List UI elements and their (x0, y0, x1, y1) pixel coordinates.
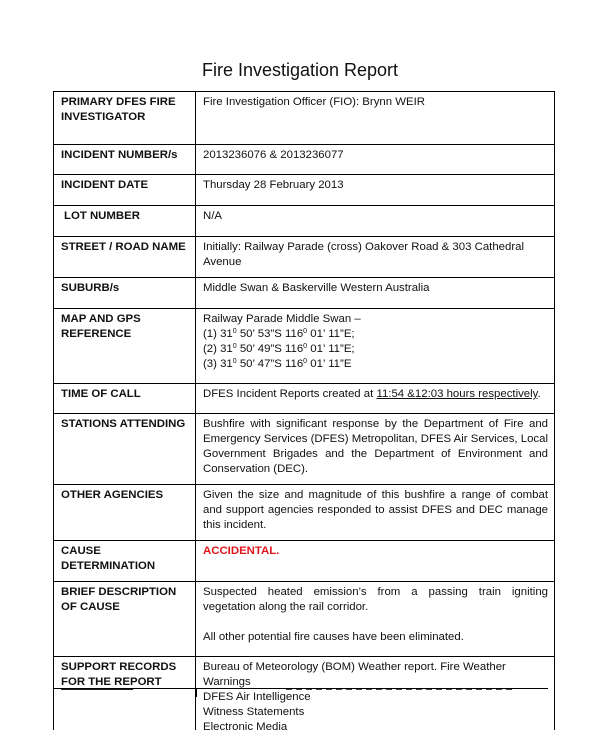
table-row-lot-number (54, 206, 555, 237)
row-value: Fire Investigation Officer (FIO): Brynn WEIR (196, 92, 555, 145)
row-label: SUPPORT RECORDS FOR THE REPORT (54, 657, 196, 730)
description-para-2: All other potential fire causes have been eliminated. (203, 631, 464, 643)
gps-coordinate: (1) $31^0$ 50’ 53”S $116^0$ 01’ 11”E; (203, 328, 355, 340)
support-record-item: Bureau of Meteorology (BOM) Weather report. Fire Weather Warnings (203, 661, 506, 688)
row-value: Thursday 28 February 2013 (196, 175, 555, 206)
row-label (54, 206, 196, 237)
row-label: PRIMARY DFES FIRE INVESTIGATOR (54, 92, 196, 145)
cut-off-value (286, 688, 516, 690)
table-row-street-road (54, 237, 555, 278)
row-value (196, 541, 555, 582)
table-row-other-agencies (54, 485, 555, 541)
row-label: SUBURB/s (54, 278, 196, 309)
row-value: Given the size and magnitude of this bushfire a range of combat and support agencies responded to assist DFES and DEC manage this incident. (196, 485, 555, 541)
row-value: N/A (196, 206, 555, 237)
gps-coordinate: (2) $31^0$ 50’ 49”S $116^0$ 01’ 11”E; (203, 343, 355, 355)
row-label: TIME OF CALL (54, 384, 196, 414)
cut-off-divider (195, 689, 197, 697)
table-row-primary-investigator (54, 92, 555, 145)
cut-off-row (53, 688, 548, 697)
row-label: MAP AND GPS REFERENCE (54, 309, 196, 384)
report-table (53, 91, 555, 730)
table-row-stations-attending (54, 414, 555, 485)
row-value: Bushfire with significant response by the Department of Fire and Emergency Services (DFES) Metropolitan, DFES Air Services, Local Government Brigades and the Department of Environment and Conservation (DEC). (196, 414, 555, 485)
description-para-1: Suspected heated emission’s from a passing train igniting vegetation along the rail corridor. (203, 586, 548, 613)
row-label: STREET / ROAD NAME (54, 237, 196, 278)
gps-intro: Railway Parade Middle Swan – (203, 313, 361, 325)
row-label: BRIEF DESCRIPTION OF CAUSE (54, 582, 196, 657)
table-row-time-of-call (54, 384, 555, 414)
page-title: Fire Investigation Report (201, 60, 399, 80)
table-row-suburbs (54, 278, 555, 309)
cut-off-label (61, 688, 133, 690)
table-row-map-gps (54, 309, 555, 384)
row-label: INCIDENT DATE (54, 175, 196, 206)
cause-value: ACCIDENTAL. (203, 545, 280, 557)
row-label: INCIDENT NUMBER/s (54, 145, 196, 175)
support-record-item: Witness Statements (203, 706, 305, 718)
row-value (196, 309, 555, 384)
row-value: 2013236076 & 2013236077 (196, 145, 555, 175)
support-record-item: DFES Air Intelligence (203, 691, 311, 703)
row-value: DFES Incident Reports created at 11:54 &12:03 hours respectively. (196, 384, 555, 414)
gps-coordinate: (3) $31^0$ 50’ 47”S $116^0$ 01’ 11”E (203, 358, 352, 370)
support-record-item: Electronic Media (203, 721, 288, 730)
table-row-incident-date (54, 175, 555, 206)
row-label-text: LOT NUMBER (64, 210, 140, 222)
row-label: CAUSE DETERMINATION (54, 541, 196, 582)
table-row-cause-determination (54, 541, 555, 582)
row-label: STATIONS ATTENDING (54, 414, 196, 485)
row-value (196, 582, 555, 657)
row-value: Initially: Railway Parade (cross) Oakover Road & 303 Cathedral Avenue (196, 237, 555, 278)
row-label: OTHER AGENCIES (54, 485, 196, 541)
table-row-brief-description (54, 582, 555, 657)
row-value: Middle Swan & Baskerville Western Australia (196, 278, 555, 309)
time-of-call-hours: 11:54 &12:03 hours respectively (376, 388, 538, 400)
table-row-incident-numbers (54, 145, 555, 175)
